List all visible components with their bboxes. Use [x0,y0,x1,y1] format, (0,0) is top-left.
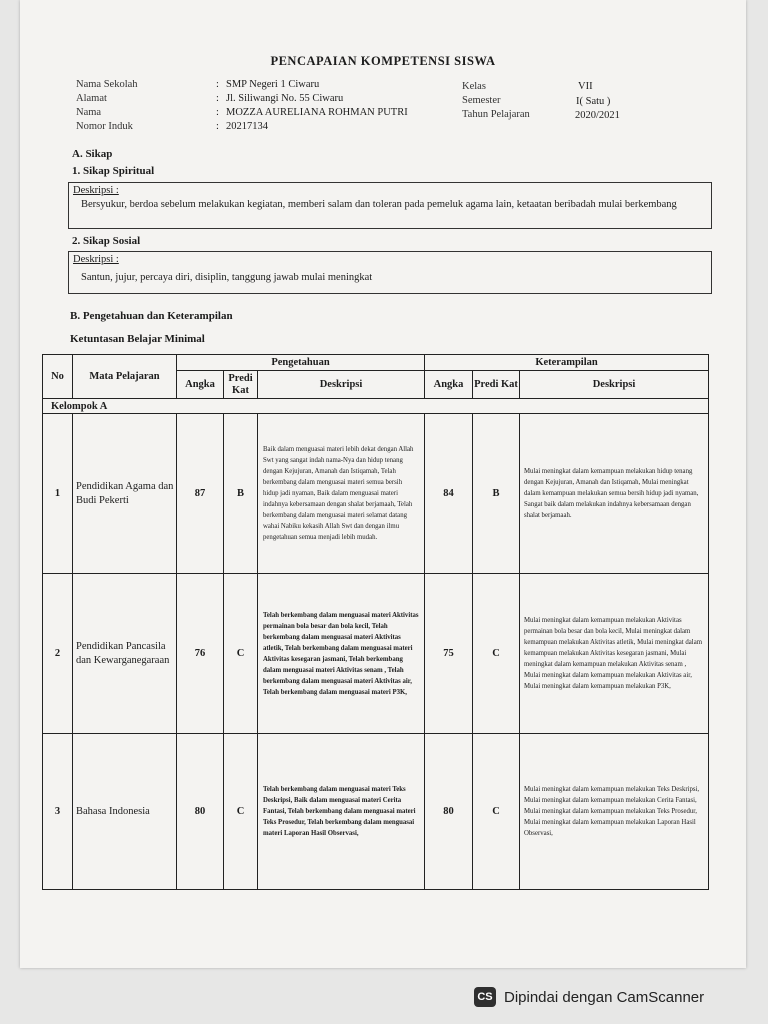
row-no: 3 [43,734,73,890]
header-s-score: Angka [425,371,473,399]
row-k-predicate: C [224,574,258,734]
section-b-heading: B. Pengetahuan dan Keterampilan [70,310,233,322]
ketuntasan-heading: Ketuntasan Belajar Minimal [70,333,205,345]
header-k-description: Deskripsi [258,371,425,399]
row-subject: Bahasa Indonesia [73,734,177,890]
row-k-description: Telah berkembang dalam menguasai materi Aktivitas permainan bola besar dan bola kecil, Telah berkembang dalam menguasai materi Aktivitas atletik, Telah berkembang dalam menguasai materi Aktivitas kesegaran jasmani, Telah berkembang dalam menguasai materi Aktivitas senam , Telah berkembang dalam menguasai materi Aktivitas air, Telah berkembang dalam menguasai materi P3K, [258,574,425,734]
row-s-predicate: C [473,734,520,890]
school-name-sep: : [216,79,219,90]
school-year-value: 2020/2021 [575,110,620,121]
header-subject: Mata Pelajaran [73,355,177,399]
table-row [43,414,709,574]
row-s-predicate: C [473,574,520,734]
name-value: MOZZA AURELIANA ROHMAN PUTRI [226,107,408,118]
camscanner-logo-icon: CS [474,987,496,1007]
address-value: Jl. Siliwangi No. 55 Ciwaru [226,93,344,104]
row-k-predicate: B [224,414,258,574]
table-row [43,574,709,734]
class-value: VII [578,81,593,92]
semester-label: Semester [462,95,501,106]
social-description-box [68,251,712,294]
group-row: Kelompok A [43,399,709,414]
section-a-heading: A. Sikap [72,148,113,160]
social-heading: 2. Sikap Sosial [72,235,141,247]
spiritual-description-text: Bersyukur, berdoa sebelum melakukan kegiatan, memberi salam dan toleran pada pemeluk agama lain, ketaatan beribadah mulai berkembang [81,199,677,210]
social-description-text: Santun, jujur, percaya diri, disiplin, tanggung jawab mulai meningkat [81,272,373,283]
header-s-description: Deskripsi [520,371,709,399]
camscanner-watermark [474,982,754,1012]
header-k-score: Angka [177,371,224,399]
grades-table [42,354,709,890]
school-year-label: Tahun Pelajaran [462,109,530,120]
row-k-predicate: C [224,734,258,890]
header-no: No [43,355,73,399]
class-label: Kelas [462,81,486,92]
row-s-score: 84 [425,414,473,574]
row-subject: Pendidikan Pancasila dan Kewarganegaraan [73,574,177,734]
spiritual-description-label: Deskripsi : [73,185,119,196]
row-s-description: Mulai meningkat dalam kemampuan melakukan hidup tenang dengan Kejujuran, Amanah dan Istiqamah, Mulai meningkat dalam kemampuan melakukan semua bersih hidup jadi nyaman, Sangat baik dalam melakukan indahnya kebersamaan dengan shalat berjamaah. [520,414,709,574]
social-description-label: Deskripsi : [73,254,119,265]
school-name-value: SMP Negeri 1 Ciwaru [226,79,320,90]
row-subject: Pendidikan Agama dan Budi Pekerti [73,414,177,574]
row-no: 1 [43,414,73,574]
row-k-description: Telah berkembang dalam menguasai materi Teks Deskripsi, Baik dalam menguasai materi Cerita Fantasi, Telah berkembang dalam menguasai materi Teks Prosedur, Telah berkembang dalam menguasai materi Laporan Hasil Observasi, [258,734,425,890]
header-k-predicate: Predi Kat [224,371,258,399]
name-sep: : [216,107,219,118]
camscanner-text: Dipindai dengan CamScanner [504,988,705,1006]
name-label: Nama [76,107,102,118]
school-name-label: Nama Sekolah [76,79,138,90]
row-k-score: 76 [177,574,224,734]
student-id-label: Nomor Induk [76,121,133,132]
header-skill: Keterampilan [425,355,709,371]
row-no: 2 [43,574,73,734]
address-label: Alamat [76,93,107,104]
header-knowledge: Pengetahuan [177,355,425,371]
row-s-description: Mulai meningkat dalam kemampuan melakukan Aktivitas permainan bola besar dan bola kecil, Mulai meningkat dalam kemampuan melakukan Aktivitas atletik, Mulai meningkat dalam kemampuan melakukan Aktivitas kesegaran jasmani, Mulai meningkat dalam kemampuan melakukan Aktivitas senam , Mulai meningkat dalam kemampuan melakukan Aktivitas air, Mulai meningkat dalam kemampuan melakukan P3K, [520,574,709,734]
row-k-score: 80 [177,734,224,890]
row-k-score: 87 [177,414,224,574]
address-sep: : [216,93,219,104]
semester-value: I( Satu ) [576,96,611,107]
row-s-predicate: B [473,414,520,574]
row-s-description: Mulai meningkat dalam kemampuan melakukan Teks Deskripsi, Mulai meningkat dalam kemampuan melakukan Cerita Fantasi, Mulai meningkat dalam kemampuan melakukan Teks Prosedur, Mulai meningkat dalam kemampuan melakukan Laporan Hasil Observasi, [520,734,709,890]
row-k-description: Baik dalam menguasai materi lebih dekat dengan Allah Swt yang sangat indah nama-Nya dan hidup tenang dengan Kejujuran, Amanah dan Istiqamah, Telah berkembang dalam menguasai materi semua bersih hidup jadi nyaman, Baik dalam menguasai materi indahnya kebersamaan dengan shalat berjamaah, Telah berkembang dalam menguasai materi selamat datang wahai Nabiku kekasih Allah Swt dan dengan ilmu pengetahuan semua menjadi lebih mudah. [258,414,425,574]
page-title: PENCAPAIAN KOMPETENSI SISWA [270,54,496,68]
row-s-score: 80 [425,734,473,890]
spiritual-description-box [68,182,712,229]
student-id-sep: : [216,121,219,132]
header-s-predicate: Predi Kat [473,371,520,399]
student-id-value: 20217134 [226,121,268,132]
row-s-score: 75 [425,574,473,734]
table-row [43,734,709,890]
spiritual-heading: 1. Sikap Spiritual [72,165,155,177]
